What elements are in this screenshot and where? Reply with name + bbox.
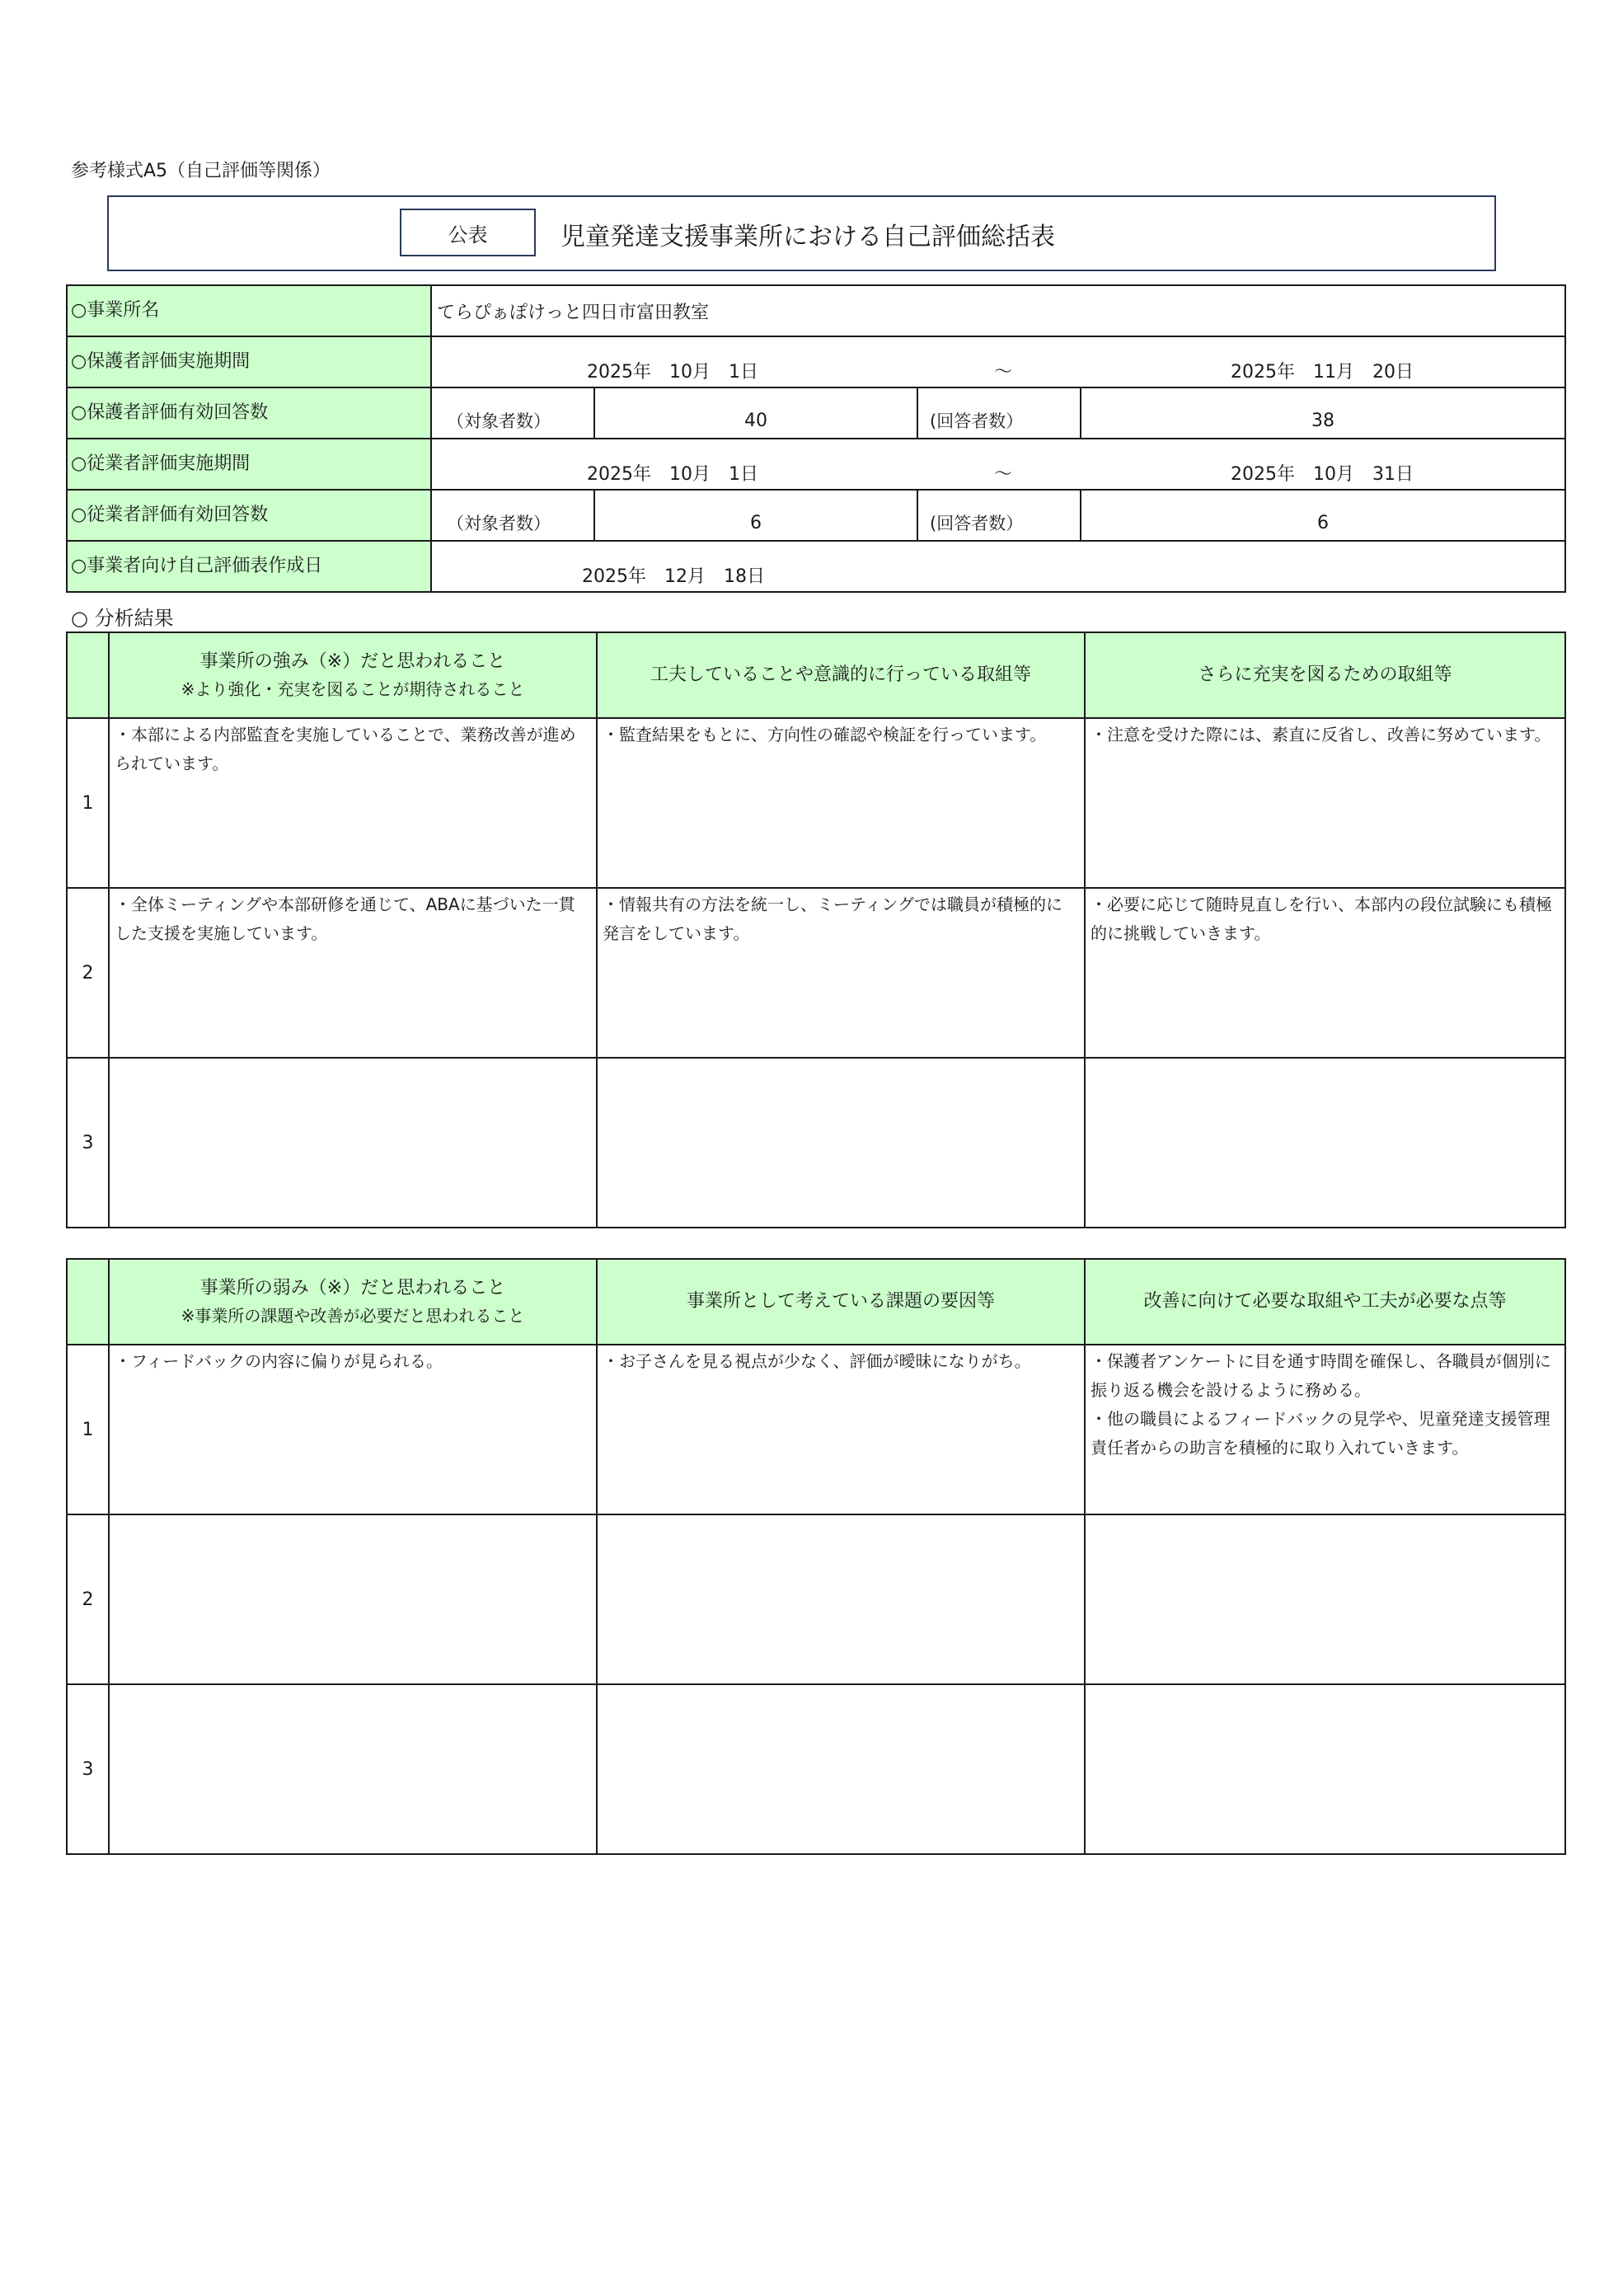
improvement-text (1085, 1684, 1565, 1854)
analysis-label: ○ 分析結果 (71, 607, 174, 630)
cause-text: ・お子さんを見る視点が少なく、評価が曖昧になりがち。 (597, 1345, 1085, 1514)
guardian-target-value: 40 (594, 387, 917, 439)
effort-text: ・情報共有の方法を統一し、ミーティングでは職員が積極的に発言をしています。 (597, 888, 1085, 1058)
guardian-responses-row (67, 387, 1565, 439)
staff-respondent-value: 6 (1081, 490, 1565, 541)
staff-target-value: 6 (594, 490, 917, 541)
guardian-period-start: 2025年 10月 1日 (587, 362, 758, 383)
guardian-respondent-value: 38 (1081, 387, 1565, 439)
row-number: 1 (67, 718, 109, 888)
guardian-respondent-label: (回答者数） (917, 387, 1081, 439)
strengths-header-row (67, 632, 1565, 718)
staff-target-label: （対象者数） (431, 490, 594, 541)
cause-text (597, 1514, 1085, 1684)
improvement-text (1085, 1514, 1565, 1684)
row-number: 2 (67, 1514, 109, 1684)
effort-text (597, 1058, 1085, 1228)
weaknesses-col1-header (109, 1259, 597, 1345)
strength-text: ・本部による内部監査を実施していることで、業務改善が進められています。 (109, 718, 597, 888)
office-name-value: てらぴぁぽけっと四日市富田教室 (431, 285, 1565, 336)
weakness-text (109, 1514, 597, 1684)
created-date-value: 2025年 12月 18日 (582, 566, 765, 587)
guardian-period-cell (431, 336, 1565, 387)
row-number: 3 (67, 1684, 109, 1854)
office-name-label: ○事業所名 (67, 285, 431, 336)
staff-period-label: ○従業者評価実施期間 (67, 439, 431, 490)
staff-responses-label: ○従業者評価有効回答数 (67, 490, 431, 541)
form-label: 参考様式A5（自己評価等関係） (71, 161, 331, 181)
strengths-col2-header: 工夫していることや意識的に行っている取組等 (597, 632, 1085, 718)
number-header (67, 1259, 109, 1345)
weaknesses-header-row (67, 1259, 1565, 1345)
office-name-row (67, 285, 1565, 336)
created-date-cell (431, 541, 1565, 592)
guardian-responses-label: ○保護者評価有効回答数 (67, 387, 431, 439)
strengths-col1-title: 事業所の強み（※）だと思われること (199, 651, 506, 673)
staff-period-start: 2025年 10月 1日 (587, 464, 758, 485)
staff-period-sep: ～ (994, 464, 1013, 485)
table-row (67, 1684, 1565, 1854)
table-row (67, 718, 1565, 888)
improvement-text: ・保護者アンケートに目を通す時間を確保し、各職員が個別に振り返る機会を設けるように務める。 ・他の職員によるフィードバックの見学や、児童発達支援管理責任者からの助言を積極的に取り入れていきます。 (1085, 1345, 1565, 1514)
info-table (66, 284, 1566, 593)
weaknesses-table (66, 1258, 1566, 1855)
public-badge: 公表 (400, 209, 536, 256)
weakness-text: ・フィードバックの内容に偏りが見られる。 (109, 1345, 597, 1514)
table-row (67, 1345, 1565, 1514)
weaknesses-col3-header: 改善に向けて必要な取組や工夫が必要な点等 (1085, 1259, 1565, 1345)
row-number: 1 (67, 1345, 109, 1514)
enhancement-text (1085, 1058, 1565, 1228)
guardian-period-row (67, 336, 1565, 387)
guardian-period-sep: ～ (994, 362, 1013, 383)
effort-text: ・監査結果をもとに、方向性の確認や検証を行っています。 (597, 718, 1085, 888)
staff-period-end: 2025年 10月 31日 (1231, 464, 1414, 485)
strengths-col3-header: さらに充実を図るための取組等 (1085, 632, 1565, 718)
weaknesses-col1-title: 事業所の弱み（※）だと思われること (199, 1278, 506, 1299)
guardian-period-end: 2025年 11月 20日 (1231, 362, 1414, 383)
weaknesses-col2-header: 事業所として考えている課題の要因等 (597, 1259, 1085, 1345)
strengths-col1-header (109, 632, 597, 718)
created-date-row (67, 541, 1565, 592)
strengths-col1-sub: ※より強化・充実を図ることが期待されること (181, 678, 525, 699)
table-row (67, 1514, 1565, 1684)
weakness-text (109, 1684, 597, 1854)
table-row (67, 1058, 1565, 1228)
number-header (67, 632, 109, 718)
guardian-period-label: ○保護者評価実施期間 (67, 336, 431, 387)
enhancement-text: ・必要に応じて随時見直しを行い、本部内の段位試験にも積極的に挑戦していきます。 (1085, 888, 1565, 1058)
row-number: 2 (67, 888, 109, 1058)
page-title: 児童発達支援事業所における自己評価総括表 (561, 223, 1055, 251)
created-date-label: ○事業者向け自己評価表作成日 (67, 541, 431, 592)
enhancement-text: ・注意を受けた際には、素直に反省し、改善に努めています。 (1085, 718, 1565, 888)
cause-text (597, 1684, 1085, 1854)
staff-responses-row (67, 490, 1565, 541)
strength-text (109, 1058, 597, 1228)
table-row (67, 888, 1565, 1058)
strengths-table (66, 632, 1566, 1228)
staff-period-row (67, 439, 1565, 490)
guardian-target-label: （対象者数） (431, 387, 594, 439)
staff-period-cell (431, 439, 1565, 490)
staff-respondent-label: (回答者数） (917, 490, 1081, 541)
strength-text: ・全体ミーティングや本部研修を通じて、ABAに基づいた一貫した支援を実施しています。 (109, 888, 597, 1058)
weaknesses-col1-sub: ※事業所の課題や改善が必要だと思われること (181, 1305, 525, 1326)
row-number: 3 (67, 1058, 109, 1228)
